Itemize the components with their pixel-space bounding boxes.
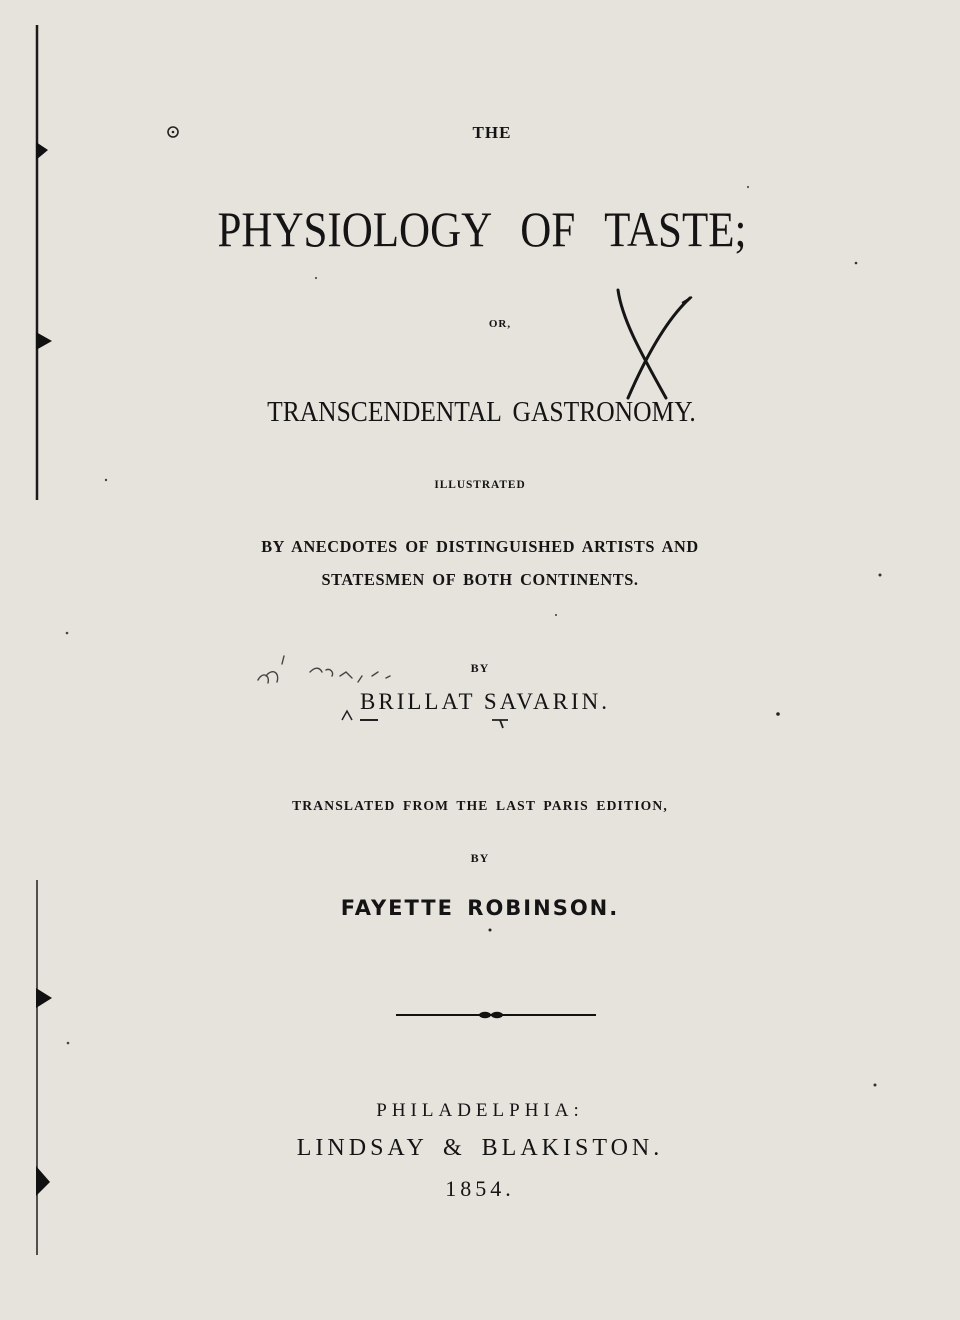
publisher-city: PHILADELPHIA: bbox=[376, 1100, 584, 1121]
illustrated-label: ILLUSTRATED bbox=[434, 477, 526, 491]
anecdotes-line-1: BY ANECDOTES OF DISTINGUISHED ARTISTS AND bbox=[261, 537, 699, 556]
binding-notch-3 bbox=[36, 988, 52, 1008]
handwritten-cross-stroke-2 bbox=[628, 298, 690, 398]
title-article: THE bbox=[472, 123, 512, 142]
rule-ornament-left bbox=[479, 1012, 491, 1018]
rule-ornament-right bbox=[491, 1012, 503, 1018]
binding-notch-1 bbox=[36, 142, 48, 160]
publication-year: 1854. bbox=[445, 1176, 515, 1201]
anecdotes-line-2: STATESMEN OF BOTH CONTINENTS. bbox=[321, 570, 639, 589]
translation-note: TRANSLATED FROM THE LAST PARIS EDITION, bbox=[292, 799, 668, 814]
book-subtitle: TRANSCENDENTAL GASTRONOMY. bbox=[267, 396, 696, 428]
binding-notch-2 bbox=[36, 332, 52, 350]
translator-name: FAYETTE ROBINSON. bbox=[340, 896, 620, 920]
author-name: BRILLAT SAVARIN. bbox=[360, 689, 610, 714]
title-conjunction: OR, bbox=[488, 318, 512, 330]
by-author-label: BY bbox=[470, 661, 490, 675]
book-title: PHYSIOLOGY OF TASTE; bbox=[217, 201, 747, 257]
underline-mark-2 bbox=[492, 720, 508, 728]
by-translator-label: BY bbox=[470, 851, 490, 865]
publisher-name: LINDSAY & BLAKISTON. bbox=[296, 1135, 664, 1161]
handwritten-cross-stroke-1 bbox=[618, 290, 666, 398]
